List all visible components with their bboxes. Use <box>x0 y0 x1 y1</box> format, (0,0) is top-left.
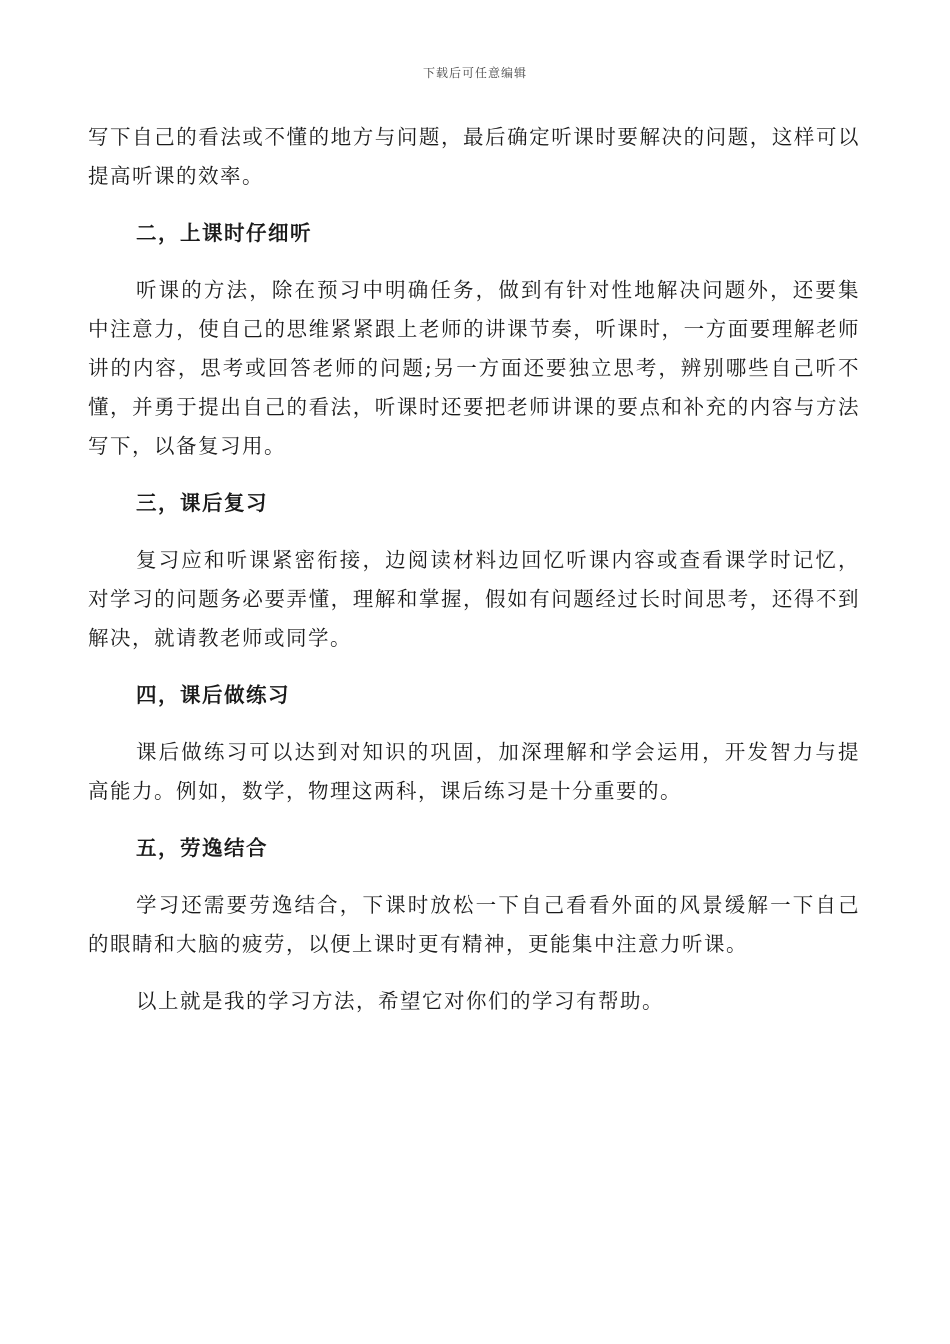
section-paragraph-5: 学习还需要劳逸结合，下课时放松一下自己看看外面的风景缓解一下自己的眼睛和大脑的疲劳，以便上课时更有精神，更能集中注意力听课。 <box>88 893 860 956</box>
closing-paragraph: 以上就是我的学习方法，希望它对你们的学习有帮助。 <box>136 989 664 1013</box>
section-heading-2: 二，上课时仔细听 <box>136 221 312 245</box>
section-paragraph-3: 复习应和听课紧密衔接，边阅读材料边回忆听课内容或查看课学时记忆，对学习的问题务必要弄懂，理解和掌握，假如有问题经过长时间思考，还得不到解决，就请教老师或同学。 <box>88 548 860 650</box>
page-header: 下载后可任意编辑 <box>422 66 527 80</box>
section-paragraph-2: 听课的方法，除在预习中明确任务，做到有针对性地解决问题外，还要集中注意力，使自己的思维紧紧跟上老师的讲课节奏，听课时，一方面要理解老师讲的内容，思考或回答老师的问题;另一方面还要独立思考，辨别哪些自己听不懂，并勇于提出自己的看法，听课时还要把老师讲课的要点和补充的内容与方法写下，以备复习用。 <box>88 278 860 458</box>
section-heading-5: 五，劳逸结合 <box>136 836 268 860</box>
document-body <box>88 118 860 1021</box>
section-paragraph-4: 课后做练习可以达到对知识的巩固，加深理解和学会运用，开发智力与提高能力。例如，数学，物理这两科，课后练习是十分重要的。 <box>88 740 860 803</box>
section-heading-4: 四，课后做练习 <box>136 683 290 707</box>
section-heading-3: 三，课后复习 <box>136 491 268 515</box>
intro-paragraph: 写下自己的看法或不懂的地方与问题，最后确定听课时要解决的问题，这样可以提高听课的效率。 <box>88 125 860 188</box>
